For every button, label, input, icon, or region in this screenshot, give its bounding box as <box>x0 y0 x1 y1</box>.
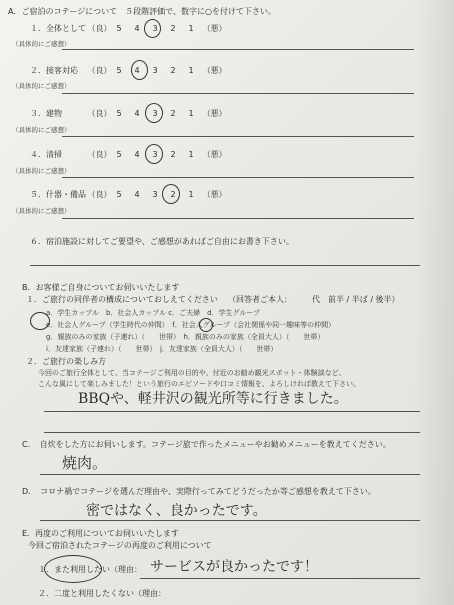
respondent-age: （回答者ご本人： 代 前半 / 半ば / 後半） <box>228 295 400 304</box>
selected-rating-circle <box>145 144 163 164</box>
question-a6: ６．宿泊施設に対してご要望や、ご感想があればご自由にお書き下さい。 <box>30 237 294 246</box>
reuse-option-2: ２．二度と利用したくない（理由： <box>38 589 166 598</box>
handwritten-answer-c: 焼肉。 <box>62 454 108 472</box>
section-a-heading: A．ご宿泊のコテージについて ５段階評価で、数字に○を付けて下さい。 <box>8 7 276 16</box>
selected-option-circle <box>199 318 213 332</box>
rating-row-1: １．全体として （良） 5 4 3 2 1 （悪） <box>30 24 227 33</box>
question-b2: ２．ご旅行の楽しみ方 <box>26 357 106 366</box>
question-b1: １．ご旅行の同伴者の構成についておしえてください <box>26 295 218 304</box>
selected-option-circle <box>44 555 102 583</box>
companion-option-row: e．社会人グループ（学生時代の仲間） f．社会人グループ（会社関係や同一趣味等の仲間） <box>46 321 336 329</box>
survey-sheet: A．ご宿泊のコテージについて ５段階評価で、数字に○を付けて下さい。 １．全体として （良） 5 4 3 2 1 （悪） （具体的にご感想） ２．接客対応 （良） 5 4 3 2 1 （悪） （具体的にご感想） ３．建物 （良） 5 4 3 2 1 （悪） （具体的にご感想） ４．清掃 （良） 5 4 3 2 1 （悪） （具体的にご感想） ５．什器・備品 （良） 5 4 3 2 1 （悪） （具体的にご感想） ６．宿泊施設に対してご要望や、ご感想があればご自由にお書き下さい。 B．お客様ご自身についてお伺いいたします １．ご旅行の同伴者の構成についておしえてください （回答者ご本人： 代 前半 / 半ば / 後半） a．学生カップル b．社会人カップル c．ご夫婦 d．学生グループ e．社会人グループ（学生時代の仲間） f．社会人グループ（会社関係や同一趣味等の仲間） g．親族のみの家族（子連れ）（ 世帯） h．親族のみの家族（全員大人）（ 世帯） i．友達家族（子連れ）（ 世帯） j．友達家族（全員大人）（ 世帯） ２．ご旅行の楽しみ方 今回のご旅行全体として、当コテージご利用の目的や、付近のお勧め観光スポット・体験談など、 こんな風にして楽しみました！という旅行のエピソードや口コミ情報を、よろしければ教えて下さい。 BBQや、軽井沢の観光所等に行きました。 C． 自炊をした方にお伺いします。コテージ旅で作ったメニューやお勧めメニューを教えてください。 焼肉。 D． コロナ禍でコテージを選んだ理由や、実際行ってみてどうだったか等ご感想を教えて下さい。 密ではなく、良かったです。 E．再度のご利用についてお伺いいたします 今回ご宿泊されたコテージの再度のご利用について １．また利用したい（理由： サービスが良かったです！ ２．二度と利用したくない（理由： <box>0 0 454 605</box>
section-b-heading: B．お客様ご自身についてお伺いいたします <box>22 283 180 292</box>
selected-option-circle <box>30 312 50 330</box>
handwritten-answer-e: サービスが良かったです！ <box>150 559 318 575</box>
rating-row-4: ４．清掃 （良） 5 4 3 2 1 （悪） <box>30 150 227 159</box>
companion-option-row: g．親族のみの家族（子連れ）（ 世帯） h．親族のみの家族（全員大人）（ 世帯） <box>46 333 325 341</box>
section-d-heading: D． コロナ禍でコテージを選んだ理由や、実際行ってみてどうだったか等ご感想を教えて下さい。 <box>22 487 376 496</box>
handwritten-answer-b2: BBQや、軽井沢の観光所等に行きました。 <box>78 391 348 407</box>
detail-label: （具体的にご感想） <box>12 40 71 48</box>
companion-option-row: i．友達家族（子連れ）（ 世帯） j．友達家族（全員大人）（ 世帯） <box>46 345 278 353</box>
section-c-heading: C． 自炊をした方にお伺いします。コテージ旅で作ったメニューやお勧めメニューを教えてください。 <box>22 440 391 449</box>
rating-row-3: ３．建物 （良） 5 4 3 2 1 （悪） <box>30 109 227 118</box>
rating-row-5: ５．什器・備品 （良） 5 4 3 2 1 （悪） <box>30 190 227 199</box>
section-e-subheading: 今回ご宿泊されたコテージの再度のご利用について <box>28 541 212 550</box>
selected-rating-circle <box>162 184 180 204</box>
section-e-heading: E．再度のご利用についてお伺いいたします <box>22 529 179 538</box>
companion-option-row: a．学生カップル b．社会人カップル c．ご夫婦 d．学生グループ <box>46 309 260 317</box>
handwritten-answer-d: 密ではなく、良かったです。 <box>86 503 267 519</box>
selected-rating-circle <box>145 103 163 123</box>
selected-rating-circle <box>144 19 161 38</box>
selected-rating-circle <box>131 60 148 80</box>
rating-row-2: ２．接客対応 （良） 5 4 3 2 1 （悪） <box>30 66 227 75</box>
reuse-option-1: １．また利用したい（理由： <box>38 565 142 574</box>
rating-label: １．全体として <box>30 24 86 33</box>
